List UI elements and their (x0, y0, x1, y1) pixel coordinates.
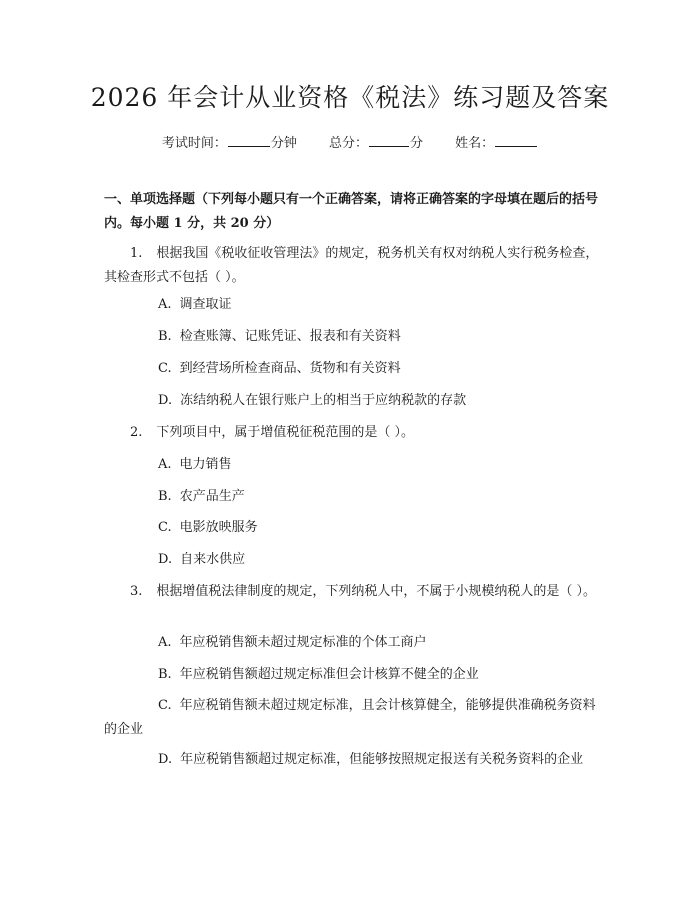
option-text: 调查取证 (179, 297, 232, 312)
question-2-text: 下列项目中，属于增值税征税范围的是（ ）。 (156, 425, 415, 440)
exam-time-unit: 分钟 (270, 136, 297, 151)
option-letter: B. (158, 329, 172, 344)
option-letter: C. (158, 361, 172, 376)
total-score-field (329, 132, 423, 151)
question-2-option-d[interactable] (158, 548, 600, 572)
question-3-option-c[interactable] (104, 694, 600, 742)
name-label: 姓名： (455, 136, 495, 151)
option-text: 年应税销售额超过规定标准，但能够按照规定报送有关税务资料的企业 (180, 752, 584, 767)
question-3-number: 3. (130, 584, 143, 599)
option-text: 自来水供应 (180, 552, 246, 567)
question-3-option-d[interactable] (104, 748, 600, 772)
question-2-option-c[interactable] (158, 516, 600, 540)
question-3-option-a[interactable] (158, 631, 600, 655)
option-letter: D. (158, 393, 173, 408)
option-text: 年应税销售额超过规定标准但会计核算不健全的企业 (179, 667, 479, 682)
exam-time-blank[interactable] (228, 132, 270, 147)
name-field (455, 132, 538, 151)
option-text: 农产品生产 (179, 489, 245, 504)
question-1-number: 1. (130, 246, 143, 261)
total-score-label: 总分： (328, 136, 368, 151)
option-letter: B. (158, 667, 172, 682)
option-text: 检查账簿、记账凭证、报表和有关资料 (179, 329, 401, 344)
question-1-option-b[interactable] (158, 325, 600, 349)
option-text: 年应税销售额未超过规定标准，且会计核算健全，能够提供准确税务资料的企业 (104, 698, 596, 737)
question-1-option-c[interactable] (158, 357, 600, 381)
question-1 (104, 242, 600, 290)
name-blank[interactable] (495, 132, 537, 147)
question-3 (104, 580, 600, 604)
option-text: 电影放映服务 (179, 520, 258, 535)
question-3-text: 根据增值税法律制度的规定，下列纳税人中，不属于小规模纳税人的是（ ）。 (156, 584, 597, 599)
question-2-number: 2. (130, 425, 143, 440)
option-text: 到经营场所检查商品、货物和有关资料 (179, 361, 401, 376)
option-letter: A. (158, 457, 172, 472)
question-1-option-d[interactable] (158, 389, 600, 413)
section-heading: 一、单项选择题（下列每小题只有一个正确答案，请将正确答案的字母填在题后的括号内。每小题 1 分，共 20 分） (104, 192, 599, 231)
option-letter: A. (158, 635, 172, 650)
option-letter: A. (158, 297, 172, 312)
exam-time-label: 考试时间： (161, 136, 227, 151)
total-score-unit: 分 (410, 136, 424, 151)
exam-time-field (162, 132, 297, 151)
option-letter: C. (158, 520, 172, 535)
total-score-blank[interactable] (369, 132, 409, 147)
option-letter: B. (158, 489, 172, 504)
question-2-option-b[interactable] (158, 485, 600, 509)
question-1-option-a[interactable] (158, 293, 600, 317)
option-text: 冻结纳税人在银行账户上的相当于应纳税款的存款 (180, 393, 467, 408)
question-3-option-b[interactable] (158, 663, 600, 687)
option-text: 电力销售 (179, 457, 232, 472)
question-2 (104, 421, 600, 445)
option-letter: D. (158, 552, 173, 567)
option-letter: C. (158, 698, 172, 713)
option-letter: D. (158, 752, 173, 767)
option-text: 年应税销售额未超过规定标准的个体工商户 (179, 635, 427, 650)
page-title: 2026 年会计从业资格《税法》练习题及答案 (90, 83, 610, 112)
question-2-option-a[interactable] (158, 453, 600, 477)
question-1-text: 根据我国《税收征收管理法》的规定，税务机关有权对纳税人实行税务检查，其检查形式不包括（ ）。 (104, 246, 599, 285)
exam-info-line (0, 132, 700, 151)
